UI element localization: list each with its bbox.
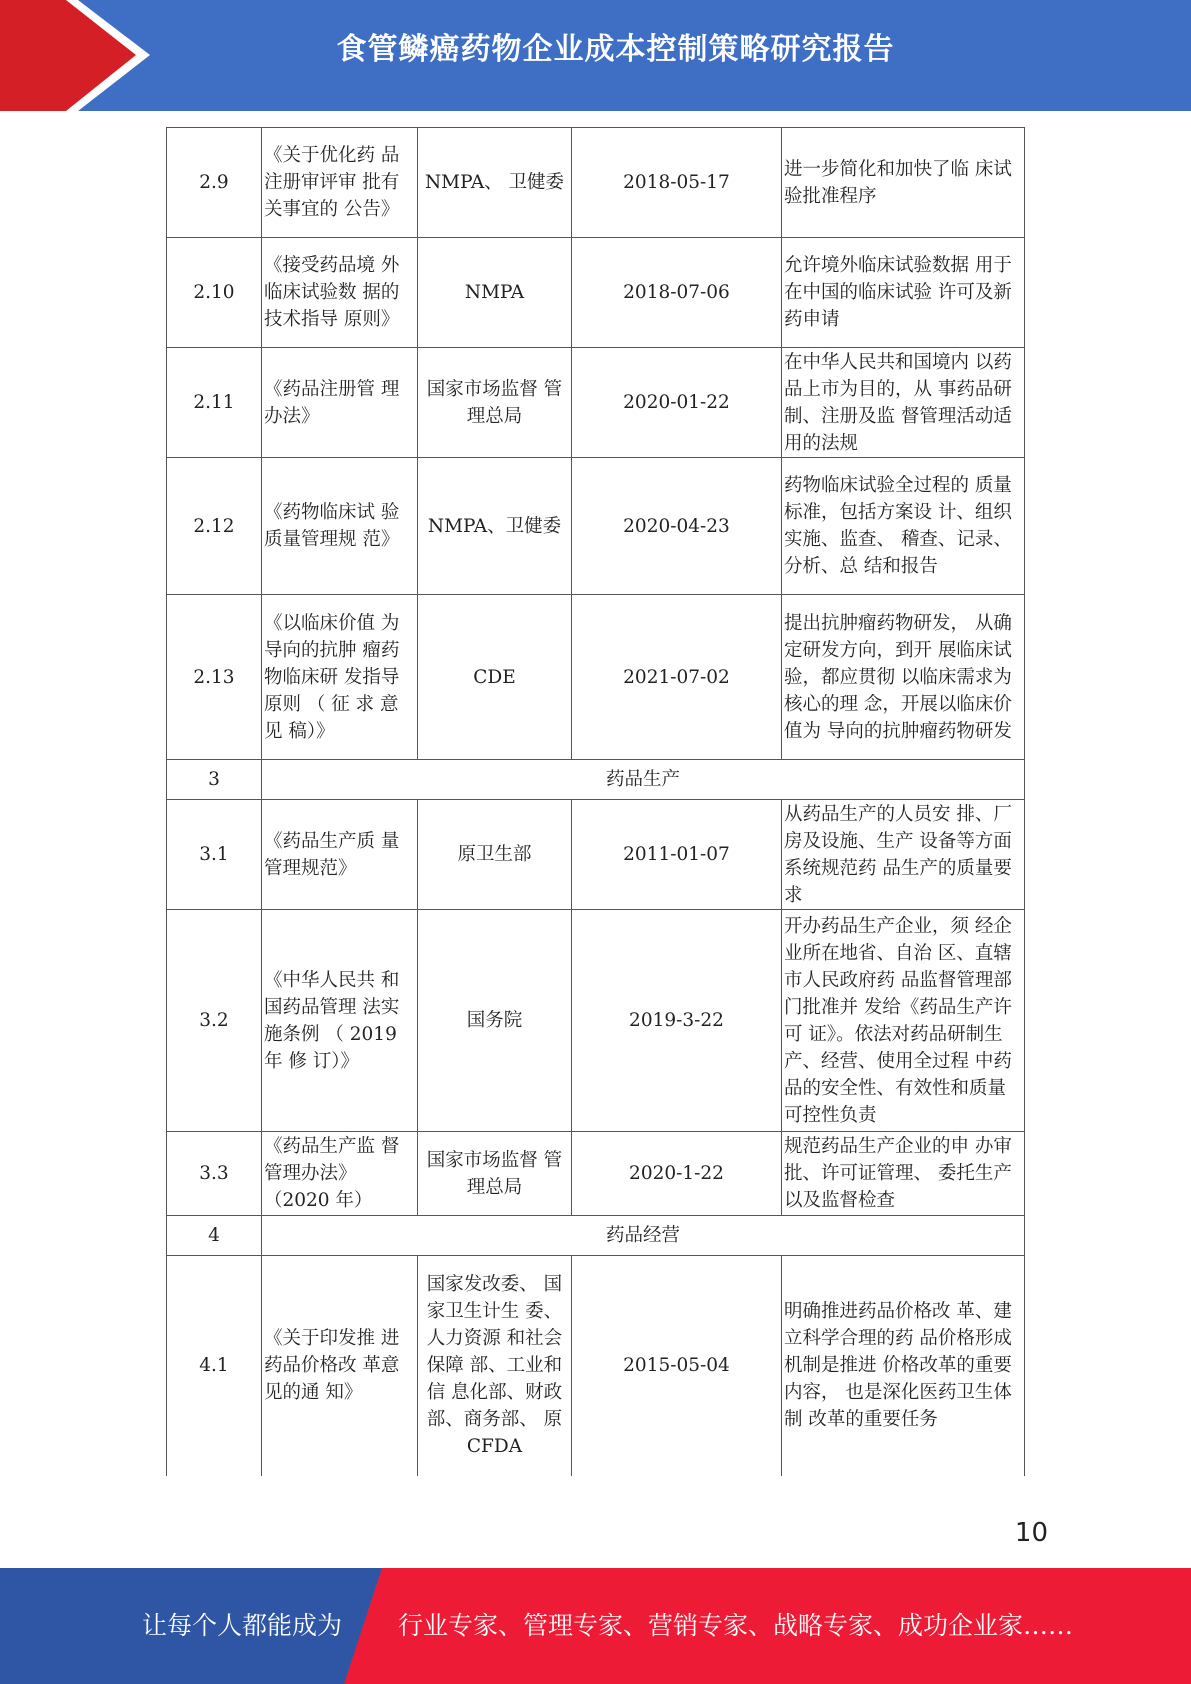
issuing-authority-cell: NMPA、卫健委: [418, 458, 572, 595]
item-number-cell: 3.1: [167, 800, 262, 910]
item-number-cell: 2.12: [167, 458, 262, 595]
description-cell: 在中华人民共和国境内 以药品上市为目的，从 事药品研制、注册及监 督管理活动适用的法规: [782, 348, 1025, 458]
issue-date-cell: 2020-1-22: [572, 1132, 782, 1216]
issuing-authority-cell: 国家市场监督 管理总局: [418, 348, 572, 458]
regulation-name-cell: 《药品生产质 量管理规范》: [262, 800, 418, 910]
regulation-name-cell: 《药物临床试 验质量管理规 范》: [262, 458, 418, 595]
regulation-name-cell: 《药品生产监 督管理办法》 （2020 年）: [262, 1132, 418, 1216]
page-number: 10: [1014, 1518, 1048, 1548]
item-number-cell: 2.9: [167, 128, 262, 238]
table-row: [167, 595, 1025, 760]
regulation-table: [166, 127, 1025, 1476]
issue-date-cell: 2015-05-04: [572, 1256, 782, 1476]
section-number-cell: 4: [167, 1216, 262, 1256]
item-number-cell: 3.3: [167, 1132, 262, 1216]
regulation-name-cell: 《关于优化药 品注册审评审 批有关事宜的 公告》: [262, 128, 418, 238]
table-row: [167, 800, 1025, 910]
regulation-name-cell: 《以临床价值 为导向的抗肿 瘤药物临床研 发指导原则 （ 征 求 意 见 稿）》: [262, 595, 418, 760]
table-row: [167, 458, 1025, 595]
description-cell: 药物临床试验全过程的 质量标准，包括方案设 计、组织实施、监查、 稽查、记录、分析、总 结和报告: [782, 458, 1025, 595]
issue-date-cell: 2021-07-02: [572, 595, 782, 760]
footer-slogan-left: 让每个人都能成为: [142, 1611, 343, 1640]
issuing-authority-cell: 原卫生部: [418, 800, 572, 910]
page-header: [0, 0, 1191, 111]
issue-date-cell: 2018-07-06: [572, 238, 782, 348]
issue-date-cell: 2020-04-23: [572, 458, 782, 595]
table-row: [167, 128, 1025, 238]
issuing-authority-cell: NMPA: [418, 238, 572, 348]
section-title-cell: 药品生产: [262, 760, 1025, 800]
table-row: [167, 910, 1025, 1132]
issue-date-cell: 2020-01-22: [572, 348, 782, 458]
description-cell: 提出抗肿瘤药物研发， 从确定研发方向，到开 展临床试验，都应贯彻 以临床需求为核心的理 念，开展以临床价值为 导向的抗肿瘤药物研发: [782, 595, 1025, 760]
description-cell: 允许境外临床试验数据 用于在中国的临床试验 许可及新药申请: [782, 238, 1025, 348]
item-number-cell: 2.13: [167, 595, 262, 760]
section-number-cell: 3: [167, 760, 262, 800]
report-title: 食管鳞癌药物企业成本控制策略研究报告: [336, 32, 895, 67]
description-cell: 进一步简化和加快了临 床试验批准程序: [782, 128, 1025, 238]
footer-slogan-right: 行业专家、管理专家、营销专家、战略专家、成功企业家……: [398, 1611, 1074, 1640]
item-number-cell: 4.1: [167, 1256, 262, 1476]
item-number-cell: 2.10: [167, 238, 262, 348]
issuing-authority-cell: 国家市场监督 管理总局: [418, 1132, 572, 1216]
item-number-cell: 2.11: [167, 348, 262, 458]
description-cell: 明确推进药品价格改 革、建立科学合理的药 品价格形成机制是推进 价格改革的重要内容， 也是深化医药卫生体制 改革的重要任务: [782, 1256, 1025, 1476]
regulation-table-container: [166, 127, 1024, 1476]
table-row: [167, 1132, 1025, 1216]
issue-date-cell: 2011-01-07: [572, 800, 782, 910]
issue-date-cell: 2019-3-22: [572, 910, 782, 1132]
regulation-name-cell: 《接受药品境 外临床试验数 据的技术指导 原则》: [262, 238, 418, 348]
page-footer: [0, 1568, 1191, 1684]
item-number-cell: 3.2: [167, 910, 262, 1132]
issuing-authority-cell: 国务院: [418, 910, 572, 1132]
issuing-authority-cell: 国家发改委、 国家卫生计生 委、人力资源 和社会保障 部、工业和信 息化部、财政部、商务部、 原 CFDA: [418, 1256, 572, 1476]
issue-date-cell: 2018-05-17: [572, 128, 782, 238]
table-row: [167, 238, 1025, 348]
description-cell: 开办药品生产企业，须 经企业所在地省、自治 区、直辖市人民政府药 品监督管理部门批准并 发给《药品生产许可 证》。依法对药品研制生 产、经营、使用全过程 中药品的安全性、有效性和质量可控性负责: [782, 910, 1025, 1132]
issuing-authority-cell: NMPA、 卫健委: [418, 128, 572, 238]
section-title-cell: 药品经营: [262, 1216, 1025, 1256]
regulation-name-cell: 《药品注册管 理办法》: [262, 348, 418, 458]
table-row: [167, 348, 1025, 458]
table-body: [167, 128, 1025, 1476]
regulation-name-cell: 《中华人民共 和国药品管理 法实施条例 （ 2019 年 修 订）》: [262, 910, 418, 1132]
regulation-name-cell: 《关于印发推 进药品价格改 革意见的通 知》: [262, 1256, 418, 1476]
section-row: [167, 1216, 1025, 1256]
issuing-authority-cell: CDE: [418, 595, 572, 760]
section-row: [167, 760, 1025, 800]
description-cell: 从药品生产的人员安 排、厂房及设施、生产 设备等方面系统规范药 品生产的质量要求: [782, 800, 1025, 910]
description-cell: 规范药品生产企业的申 办审批、许可证管理、 委托生产以及监督检查: [782, 1132, 1025, 1216]
table-row: [167, 1256, 1025, 1476]
